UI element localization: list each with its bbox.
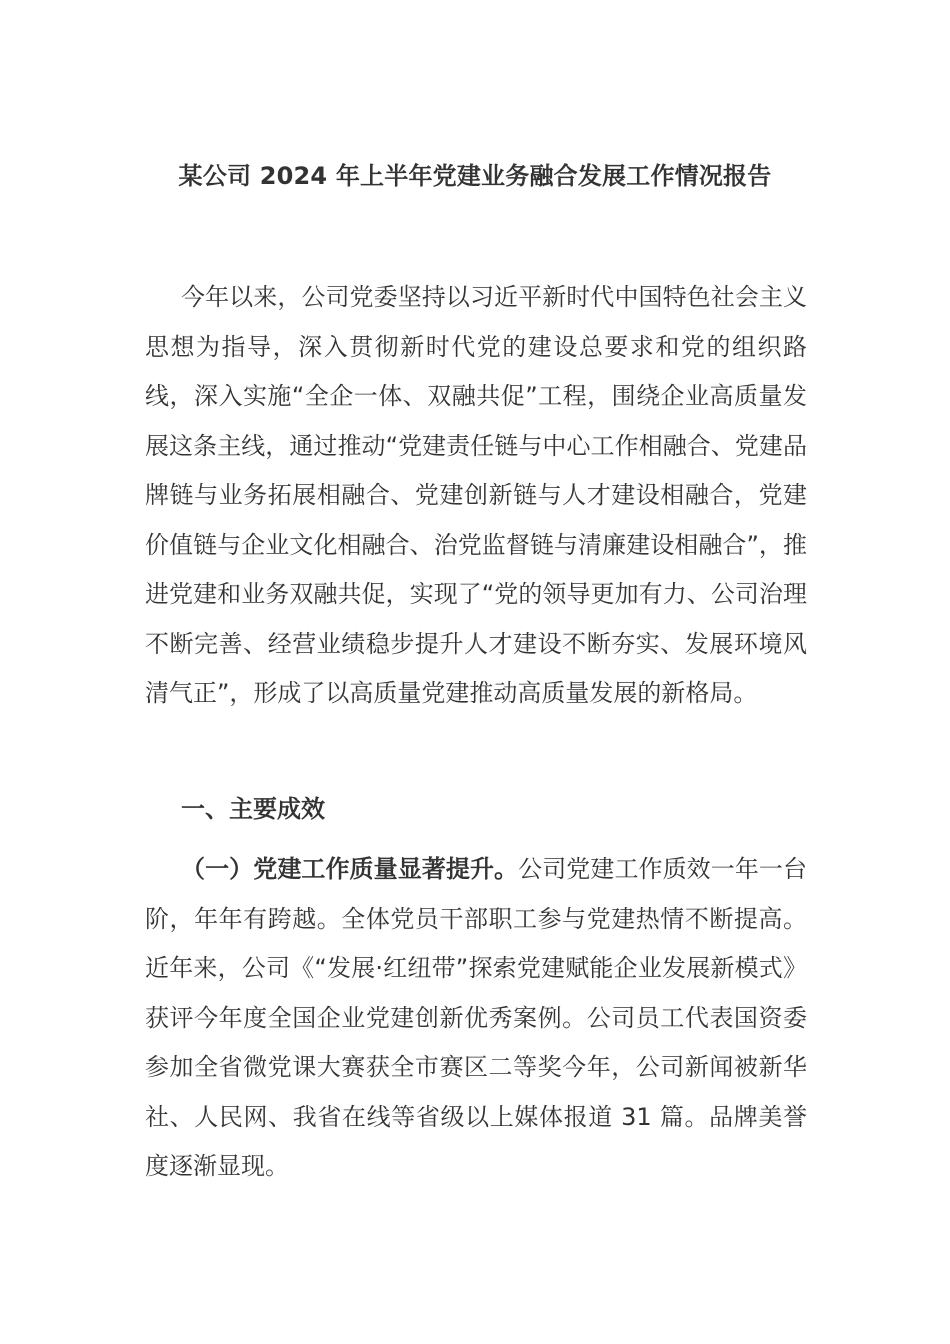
section-heading: 一、主要成效 bbox=[181, 795, 325, 823]
document-title: 某公司 2024 年上半年党建业务融合发展工作情况报告 bbox=[178, 162, 772, 190]
subsection-paragraph bbox=[145, 845, 807, 1192]
subsection-lead: （一）党建工作质量显著提升。 bbox=[181, 855, 519, 883]
subsection-text: 公司党建工作质效一年一台阶，年年有跨越。全体党员干部职工参与党建热情不断提高。近年来，公司《“发展·红纽带”探索党建赋能企业发展新模式》获评今年度全国企业党建创新优秀案例。公司员工代表国资委参加全省微党课大赛获全市赛区二等奖今年，公司新闻被新华社、人民网、我省在线等省级以上媒体报道 31 篇。品牌美誉度逐渐显现。 bbox=[145, 855, 808, 1180]
intro-paragraph: 今年以来，公司党委坚持以习近平新时代中国特色社会主义思想为指导，深入贯彻新时代党的建设总要求和党的组织路线，深入实施“全企一体、双融共促”工程，围绕企业高质量发展这条主线，通过推动“党建责任链与中心工作相融合、党建品牌链与业务拓展相融合、党建创新链与人才建设相融合，党建价值链与企业文化相融合、治党监督链与清廉建设相融合”，推进党建和业务双融共促，实现了“党的领导更加有力、公司治理不断完善、经营业绩稳步提升人才建设不断夯实、发展环境风清气正”，形成了以高质量党建推动高质量发展的新格局。 bbox=[145, 283, 807, 707]
